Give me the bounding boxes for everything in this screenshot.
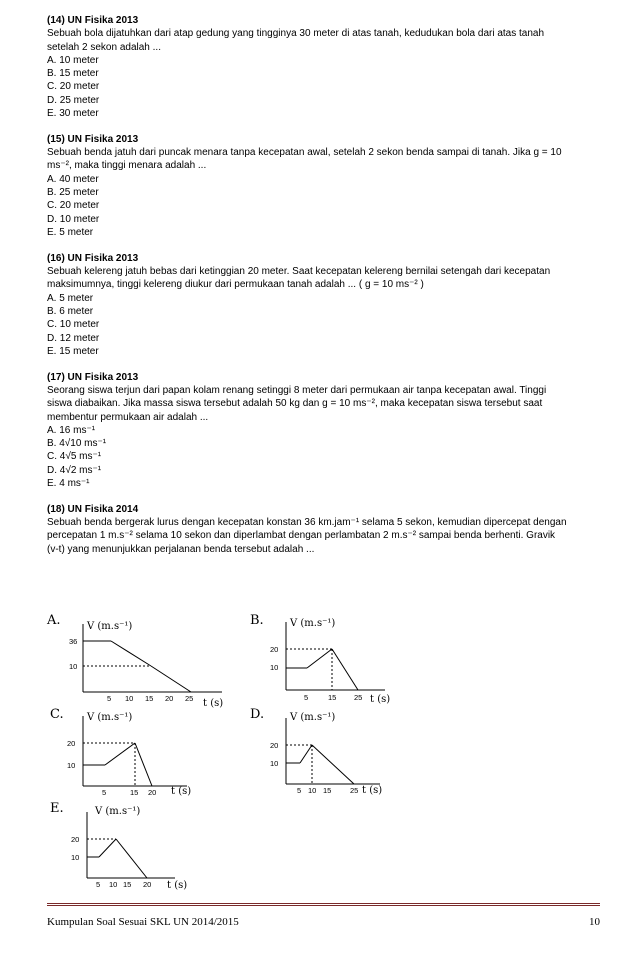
vt-graph-d — [250, 706, 400, 796]
y-tick: 10 — [69, 662, 78, 671]
y-tick: 20 — [270, 741, 279, 750]
x-tick: 15 — [145, 694, 154, 703]
question-text: maksimumnya, tinggi kelereng diukur dari permukaan tanah adalah ... ( g = 10 ms⁻² ) — [47, 279, 424, 291]
y-axis-label: V (m.s⁻¹) — [290, 618, 336, 629]
answer-option: E. 4 ms⁻¹ — [47, 478, 90, 489]
graph-letter: B. — [250, 613, 264, 628]
answer-option: A. 10 meter — [47, 54, 99, 66]
x-axis-label: t (s) — [171, 786, 192, 797]
x-tick: 25 — [185, 694, 194, 703]
question-text: percepatan 1 m.s⁻² selama 10 sekon dan diperlambat dengan perlambatan 2 m.s⁻² sampai benda berhenti. Gravik — [47, 530, 556, 542]
answer-option: C. 20 meter — [47, 200, 100, 212]
question-text: Sebuah kelereng jatuh bebas dari ketinggian 20 meter. Saat kecepatan kelereng bernilai setengah dari kecepatan — [47, 266, 551, 278]
answer-option: D. 10 meter — [47, 213, 100, 225]
answer-option: A. 40 meter — [47, 173, 99, 185]
question-title: (16) UN Fisika 2013 — [47, 252, 139, 264]
question-15 — [47, 133, 607, 239]
question-text: Sebuah bola dijatuhkan dari atap gedung yang tingginya 30 meter di atas tanah, kedudukan bola dari atas tanah — [47, 28, 545, 40]
question-title: (18) UN Fisika 2014 — [47, 503, 139, 515]
vt-graph-c — [47, 706, 217, 796]
y-tick: 36 — [69, 637, 78, 646]
question-text: Seorang siswa terjun dari papan kolam renang setinggi 8 meter dari permukaan air tanpa kecepatan awal. Tinggi — [47, 384, 547, 396]
graph-line — [116, 839, 147, 878]
graph-line — [135, 743, 152, 786]
question-text: Sebuah benda bergerak lurus dengan kecepatan konstan 36 km.jam⁻¹ selama 5 sekon, kemudian dipercepat dengan — [47, 517, 567, 529]
graph-line — [300, 745, 312, 763]
question-title: (15) UN Fisika 2013 — [47, 133, 139, 145]
graph-option-e — [47, 800, 207, 895]
question-title: (17) UN Fisika 2013 — [47, 371, 139, 383]
y-tick: 20 — [71, 835, 80, 844]
x-tick: 15 — [130, 788, 139, 797]
question-text: setelah 2 sekon adalah ... — [47, 41, 161, 53]
answer-option: D. 4√2 ms⁻¹ — [47, 464, 102, 476]
answer-option: C. 10 meter — [47, 319, 100, 331]
x-axis-label: t (s) — [203, 698, 224, 709]
graph-option-b — [250, 612, 410, 709]
question-text: siswa diabaikan. Jika massa siswa tersebut adalah 50 kg dan g = 10 ms⁻², maka kecepatan siswa tersebut saat — [47, 398, 543, 410]
y-axis-label: V (m.s⁻¹) — [95, 806, 141, 817]
question-list — [47, 14, 607, 568]
graph-letter: D. — [250, 707, 265, 722]
x-tick: 25 — [354, 693, 363, 702]
footer-title: Kumpulan Soal Sesuai SKL UN 2014/2015 — [47, 916, 239, 928]
x-tick: 15 — [123, 880, 132, 889]
y-axis-label: V (m.s⁻¹) — [290, 712, 336, 723]
x-tick: 5 — [297, 786, 302, 795]
question-17 — [47, 371, 607, 491]
x-tick: 5 — [107, 694, 112, 703]
answer-option: B. 6 meter — [47, 305, 94, 317]
answer-option: D. 25 meter — [47, 94, 100, 106]
graph-letter: A. — [47, 613, 61, 628]
x-tick: 5 — [102, 788, 107, 797]
y-tick: 10 — [270, 663, 279, 672]
x-tick: 20 — [143, 880, 152, 889]
x-tick: 20 — [148, 788, 157, 797]
graph-letter: E. — [50, 801, 64, 816]
x-tick: 10 — [308, 786, 317, 795]
x-tick: 15 — [323, 786, 332, 795]
x-tick: 10 — [125, 694, 134, 703]
x-tick: 25 — [350, 786, 359, 795]
question-text: ms⁻², maka tinggi menara adalah ... — [47, 160, 207, 172]
answer-option: E. 30 meter — [47, 108, 99, 120]
question-14 — [47, 14, 607, 120]
y-tick: 20 — [270, 645, 279, 654]
graph-letter: C. — [50, 707, 64, 722]
answer-option: E. 5 meter — [47, 226, 94, 238]
graph-line — [111, 641, 151, 666]
vt-graph-b — [250, 612, 410, 704]
answer-option: E. 15 meter — [47, 345, 99, 357]
graph-option-a — [47, 612, 227, 709]
answer-option: B. 4√10 ms⁻¹ — [47, 438, 107, 450]
graph-line — [312, 745, 354, 784]
graph-option-d — [250, 706, 400, 801]
graph-line — [307, 649, 332, 668]
graph-option-c — [47, 706, 217, 801]
x-axis-label: t (s) — [167, 880, 188, 891]
page-footer — [47, 903, 600, 928]
page-number: 10 — [589, 916, 600, 928]
graph-line — [332, 649, 358, 690]
answer-option: D. 12 meter — [47, 332, 100, 344]
answer-option: B. 15 meter — [47, 68, 99, 80]
question-text: (v-t) yang menunjukkan perjalanan benda tersebut adalah ... — [47, 543, 315, 555]
graph-line — [151, 666, 191, 692]
y-tick: 10 — [67, 761, 76, 770]
x-tick: 20 — [165, 694, 174, 703]
y-tick: 10 — [270, 759, 279, 768]
x-axis-label: t (s) — [370, 694, 391, 705]
graph-line — [99, 839, 116, 857]
answer-option: B. 25 meter — [47, 187, 99, 199]
question-18 — [47, 503, 607, 556]
question-16 — [47, 252, 607, 358]
x-tick: 5 — [96, 880, 101, 889]
x-tick: 10 — [109, 880, 118, 889]
vt-graph-a — [47, 612, 227, 709]
question-text: membentur permukaan air adalah ... — [47, 411, 209, 423]
question-text: Sebuah benda jatuh dari puncak menara tanpa kecepatan awal, setelah 2 sekon benda sampai di tanah. Jika g = 10 — [47, 147, 562, 159]
y-axis-label: V (m.s⁻¹) — [87, 712, 133, 723]
graph-line — [105, 743, 135, 765]
vt-graph-e — [47, 800, 207, 890]
answer-option: C. 4√5 ms⁻¹ — [47, 451, 102, 463]
y-tick: 20 — [67, 739, 76, 748]
x-axis-label: t (s) — [362, 785, 383, 796]
y-axis-label: V (m.s⁻¹) — [87, 621, 133, 632]
question-title: (14) UN Fisika 2013 — [47, 15, 139, 26]
x-tick: 5 — [304, 693, 309, 702]
answer-option: A. 16 ms⁻¹ — [47, 424, 96, 436]
x-tick: 15 — [328, 693, 337, 702]
answer-option: A. 5 meter — [47, 292, 94, 304]
y-tick: 10 — [71, 853, 80, 862]
answer-option: C. 20 meter — [47, 81, 100, 93]
